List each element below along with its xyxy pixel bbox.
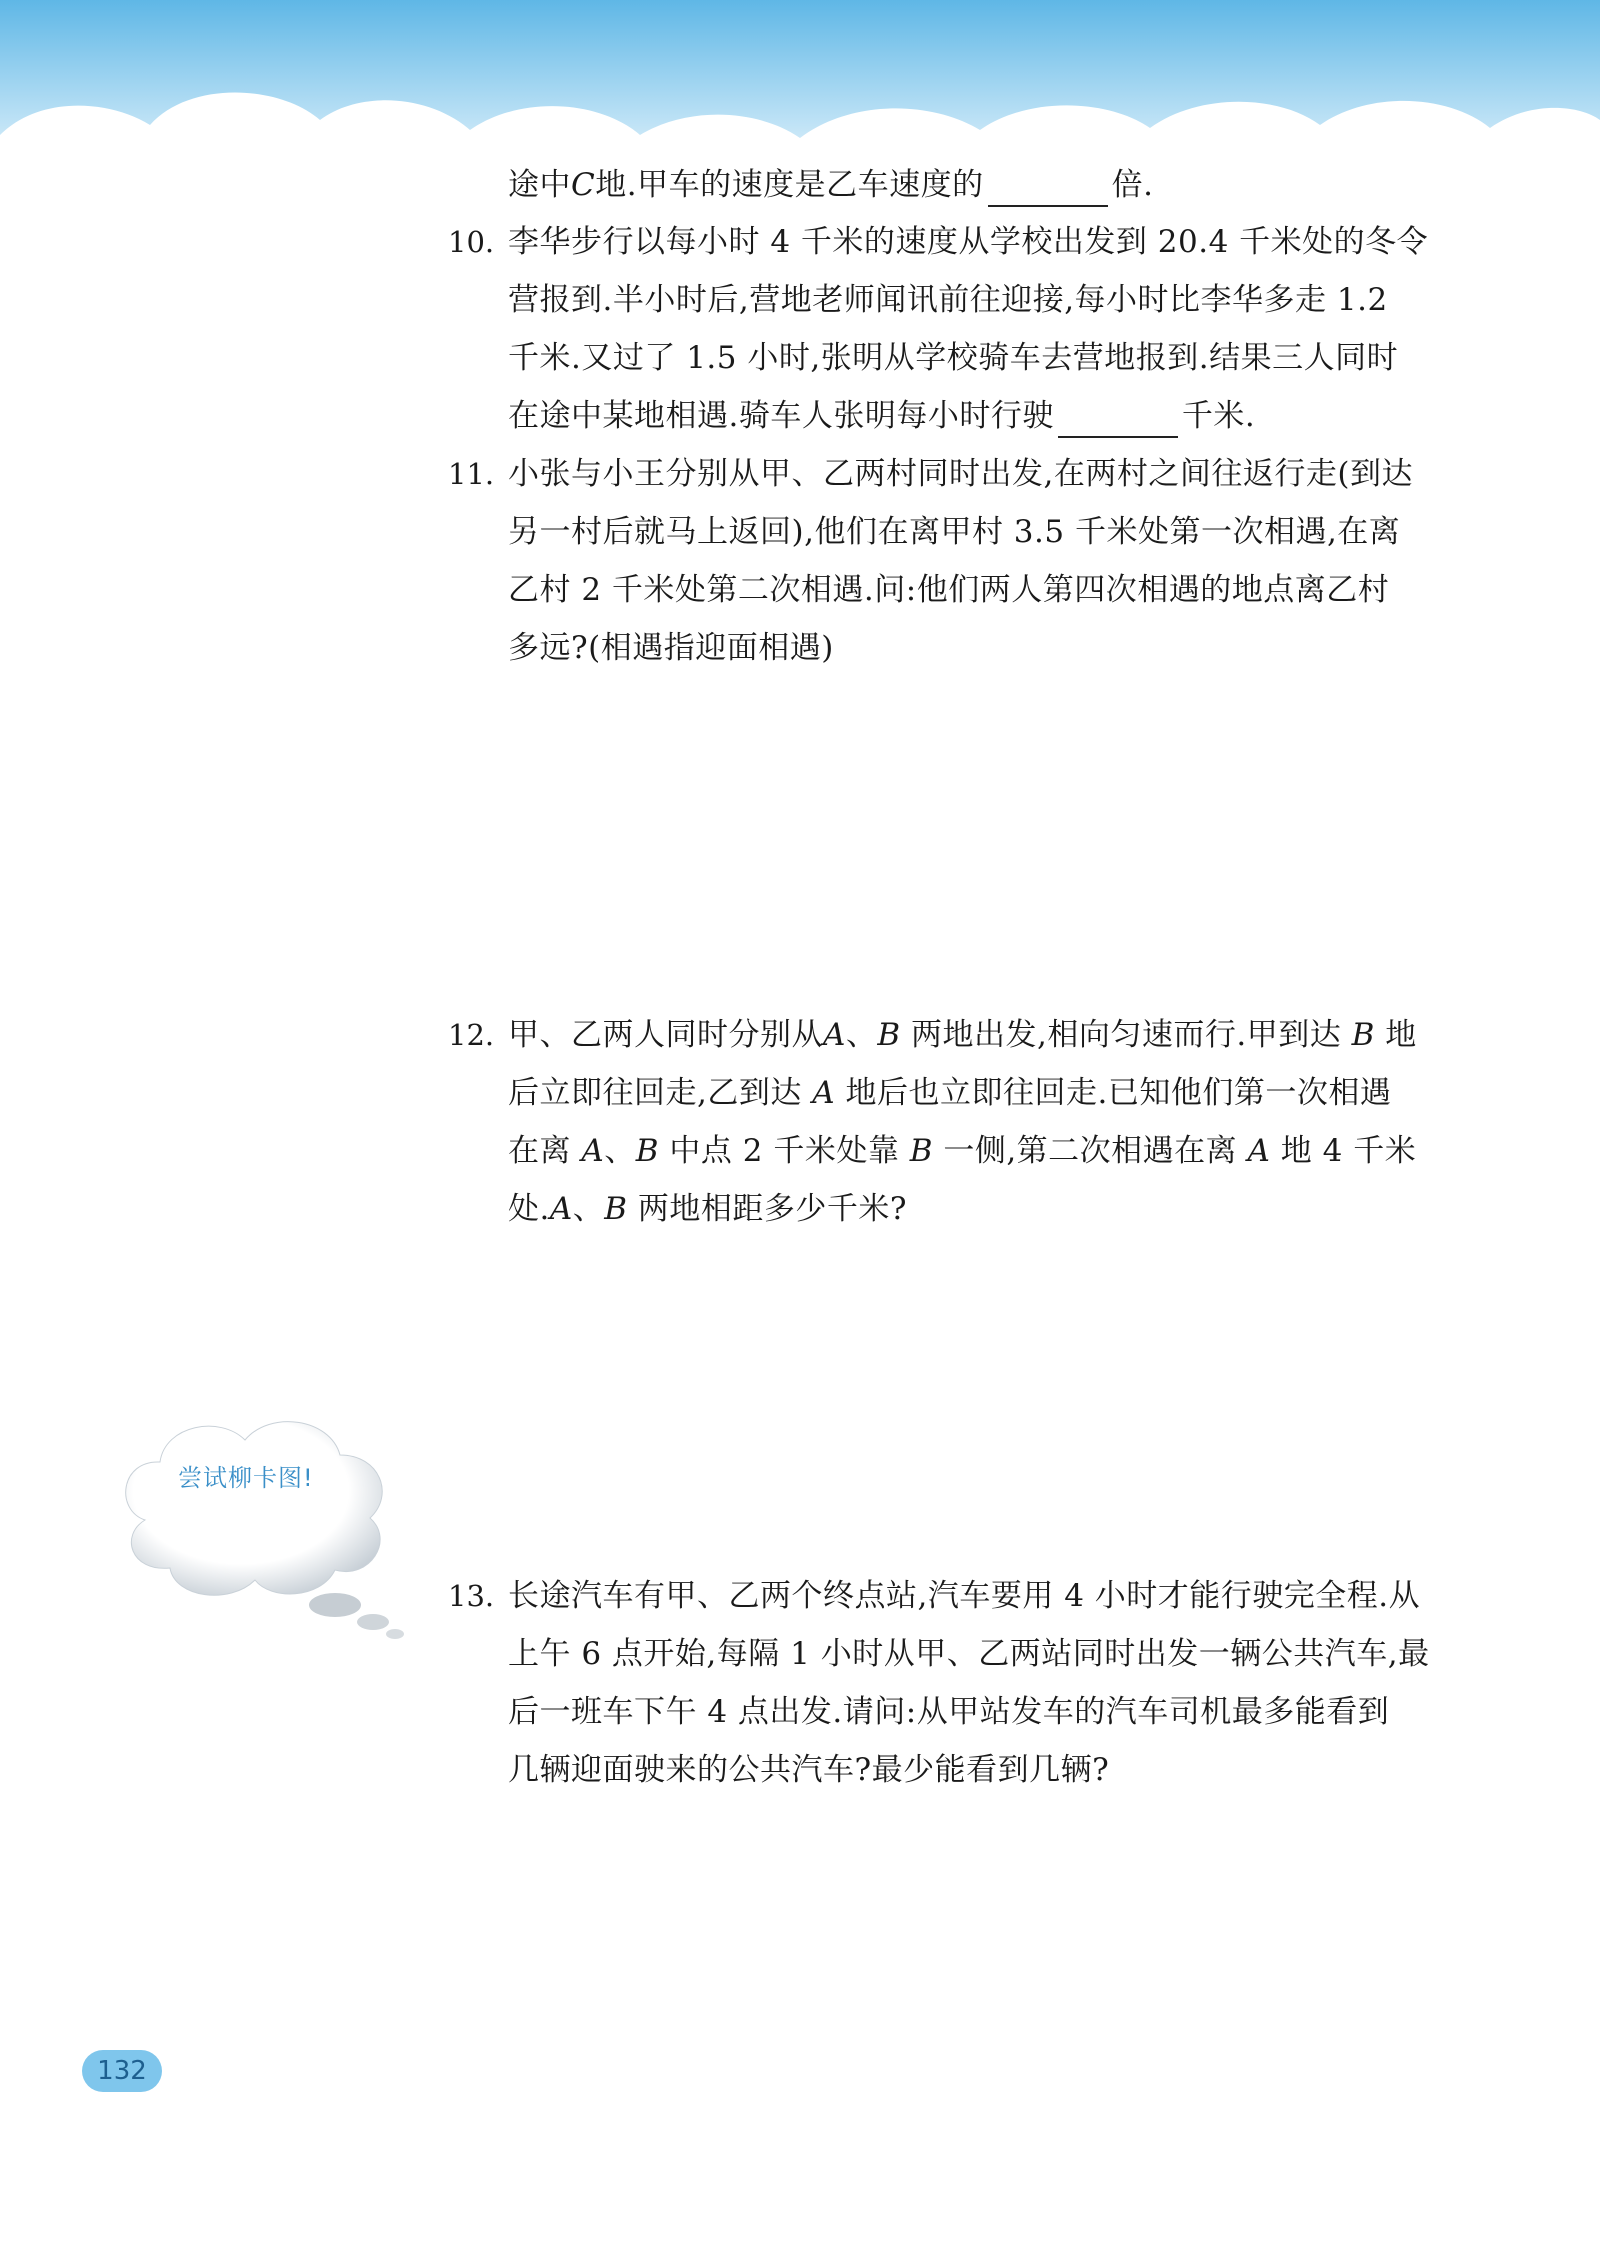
- q10-line-4: 在途中某地相遇.骑车人张明每小时行驶 千米.: [508, 394, 1255, 438]
- question-number: 13.: [448, 1579, 495, 1613]
- q11-line-1: 小张与小王分别从甲、乙两村同时出发,在两村之间往返行走(到达: [508, 456, 1413, 492]
- q13-line-4: 几辆迎面驶来的公共汽车?最少能看到几辆?: [508, 1752, 1110, 1788]
- page-number: 132: [82, 2050, 162, 2092]
- q13-line-2: 上午 6 点开始,每隔 1 小时从甲、乙两站同时出发一辆公共汽车,最: [508, 1636, 1430, 1672]
- q10-line-1: 李华步行以每小时 4 千米的速度从学校出发到 20.4 千米处的冬令: [508, 224, 1429, 260]
- q12-line-2: 后立即往回走,乙到达 A 地后也立即往回走.已知他们第一次相遇: [508, 1075, 1392, 1111]
- question-number: 11.: [448, 457, 495, 491]
- q9-line-1: 途中C地.甲车的速度是乙车速度的 倍.: [508, 163, 1153, 207]
- answer-blank[interactable]: [988, 175, 1108, 207]
- q13-line-3: 后一班车下午 4 点出发.请问:从甲站发车的汽车司机最多能看到: [508, 1694, 1390, 1730]
- q13-line-1: 长途汽车有甲、乙两个终点站,汽车要用 4 小时才能行驶完全程.从: [508, 1578, 1421, 1614]
- q10-line-2: 营报到.半小时后,营地老师闻讯前往迎接,每小时比李华多走 1.2: [508, 282, 1388, 318]
- q11-line-3: 乙村 2 千米处第二次相遇.问:他们两人第四次相遇的地点离乙村: [508, 572, 1390, 608]
- q10-line-3: 千米.又过了 1.5 小时,张明从学校骑车去营地报到.结果三人同时: [508, 340, 1399, 376]
- answer-blank[interactable]: [1058, 406, 1178, 438]
- q11-line-2: 另一村后就马上返回),他们在离甲村 3.5 千米处第一次相遇,在离: [508, 514, 1401, 550]
- q12-line-1: 甲、乙两人同时分别从A、B 两地出发,相向匀速而行.甲到达 B 地: [508, 1017, 1417, 1053]
- question-number: 12.: [448, 1018, 495, 1052]
- q11-line-4: 多远?(相遇指迎面相遇): [508, 630, 834, 666]
- question-number: 10.: [448, 225, 495, 259]
- q12-line-4: 处.A、B 两地相距多少千米?: [508, 1191, 908, 1227]
- hint-text: 尝试柳卡图!: [178, 1464, 314, 1492]
- hint-cloud: [105, 1400, 405, 1650]
- q12-line-3: 在离 A、B 中点 2 千米处靠 B 一侧,第二次相遇在离 A 地 4 千米: [508, 1133, 1417, 1169]
